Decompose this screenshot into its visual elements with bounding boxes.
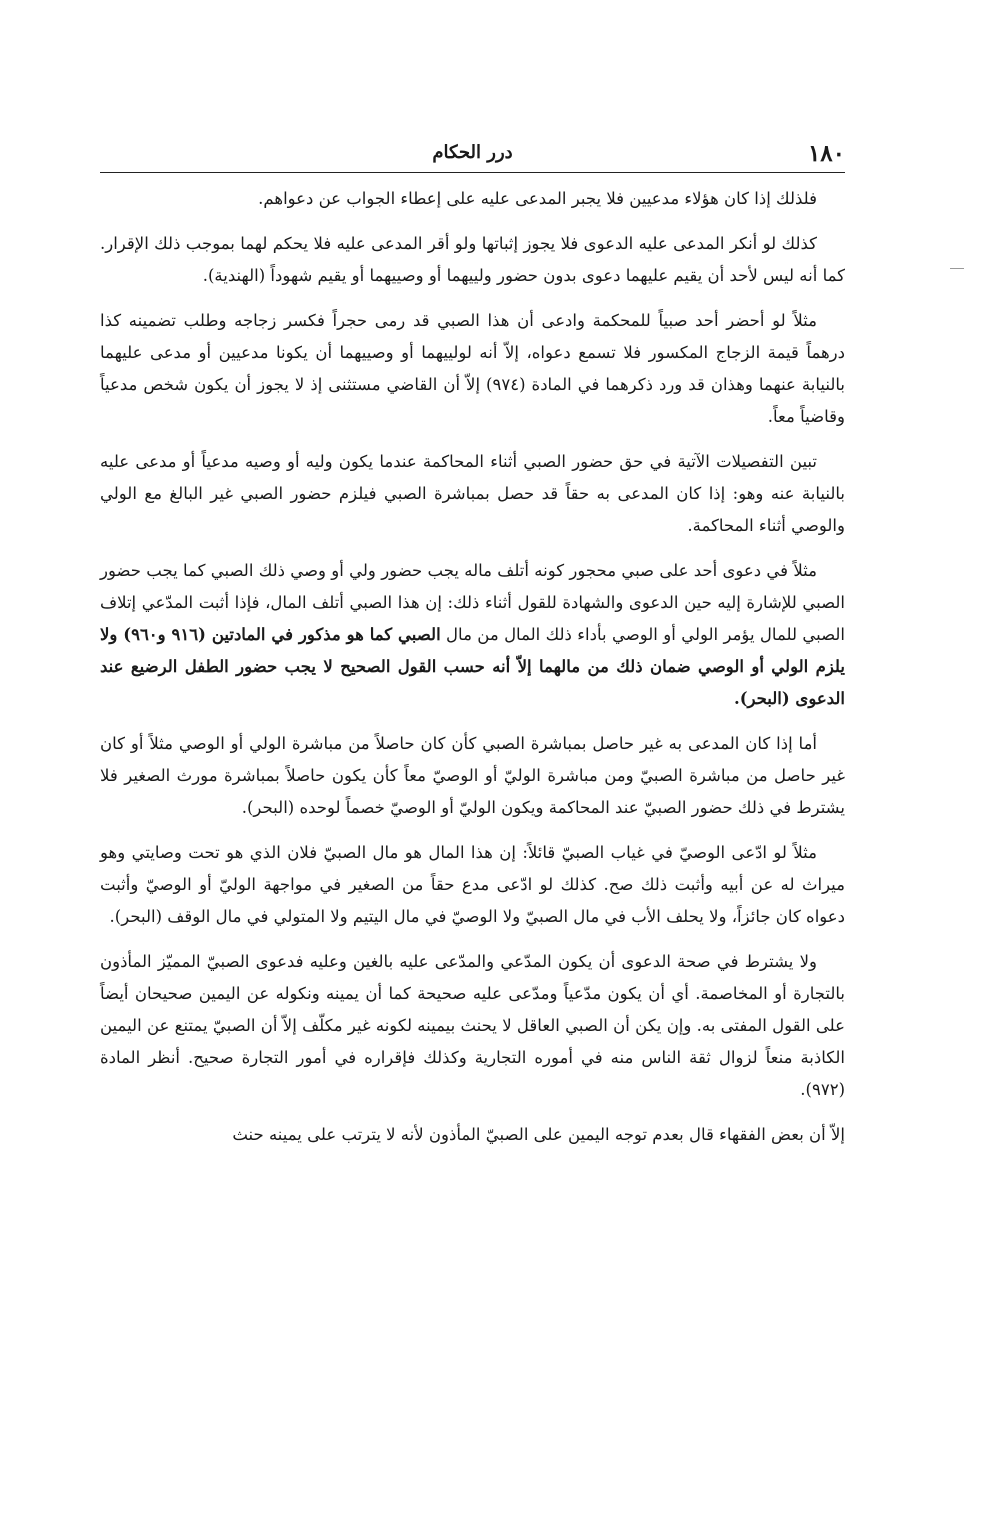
paragraph-5-bold-text: الصبي كما هو مذكور في المادتين (٩١٦ و٩٦٠) ولا يلزم الولي أو الوصي ضمان ذلك من مالهما إلاّ أنه حسب القول الصحيح لا يجب حضور الطفل الرضيع عند الدعوى (البحر). — [100, 625, 845, 708]
page-header — [100, 138, 845, 173]
paragraph-3: مثلاً لو أحضر أحد صبياً للمحكمة وادعى أن هذا الصبي قد رمى حجراً فكسر زجاجه وطلب تضمينه كذا درهماً قيمة الزجاج المكسور فلا تسمع دعواه، إلاّ أنه لولييهما أو وصييهما أن يكونا مدعيين أو مدعى عليهما بالنيابة عنهما وهذان قد ورد ذكرهما في المادة (٩٧٤) إلاّ أن القاضي مستثنى إذ لا يجوز أن يكون شخص مدعياً وقاضياً معاً. — [100, 311, 845, 426]
page-number: ١٨٠ — [807, 140, 845, 167]
paragraph-4: تبين التفصيلات الآتية في حق حضور الصبي أثناء المحاكمة عندما يكون وليه أو وصيه مدعياً أو مدعى عليه بالنيابة عنه وهو: إذا كان المدعى به حقاً قد حصل بمباشرة الصبي فيلزم حضور الصبي غير البالغ مع الولي والوصي أثناء المحاكمة. — [100, 452, 845, 535]
running-title: درر الحكام — [432, 142, 513, 163]
paragraph-5 — [100, 555, 845, 715]
paragraph-5-text: مثلاً في دعوى أحد على صبي محجور كونه أتلف ماله يجب حضور ولي أو وصي ذلك الصبي كما يجب حضور الصبي للإشارة إليه حين الدعوى والشهادة للقول أثناء ذلك: إن هذا الصبي أتلف المال، فإذا أثبت المدّعي إتلاف الصبي للمال يؤمر الولي أو الوصي بأداء ذلك المال من مال — [100, 561, 846, 644]
paragraph-7: مثلاً لو ادّعى الوصيّ في غياب الصبيّ قائلاً: إن هذا المال هو مال الصبيّ فلان الذي هو تحت وصايتي وهو ميراث له عن أبيه وأثبت ذلك صح. كذلك لو ادّعى مدع حقاً من الصغير في مواجهة الوليّ أو الوصيّ وأثبت دعواه كان جائزاً، ولا يحلف الأب في مال الصبيّ ولا الوصيّ في مال اليتيم ولا المتولي في مال الوقف (البحر). — [100, 843, 845, 926]
document-page — [100, 138, 845, 1164]
paragraph-1: فلذلك إذا كان هؤلاء مدعيين فلا يجبر المدعى عليه على إعطاء الجواب عن دعواهم. — [258, 189, 817, 208]
margin-mark — [950, 268, 964, 269]
paragraph-8: ولا يشترط في صحة الدعوى أن يكون المدّعي والمدّعى عليه بالغين وعليه فدعوى الصبيّ المميّز المأذون بالتجارة أو المخاصمة. أي أن يكون مدّعياً ومدّعى عليه صحيحة كما أن يمينه ونكوله عن اليمين صحيحان أيضاً على القول المفتى به. وإن يكن أن الصبي العاقل لا يحنث بيمينه لكونه غير مكلّف إلاّ أن الصبيّ يمتنع عن اليمين الكاذبة منعاً لزوال ثقة الناس منه في أموره التجارية وكذلك فإقراره في أمور التجارة صحيح. أنظر المادة (٩٧٢). — [100, 952, 845, 1099]
paragraph-9: إلاّ أن بعض الفقهاء قال بعدم توجه اليمين على الصبيّ المأذون لأنه لا يترتب على يمينه حنث — [232, 1125, 845, 1144]
paragraph-6: أما إذا كان المدعى به غير حاصل بمباشرة الصبي كأن كان حاصلاً من مباشرة الولي أو الوصي مثلاً أو كان غير حاصل من مباشرة الصبيّ ومن مباشرة الوليّ أو الوصيّ معاً كأن يكون حاصلاً بمباشرة مورث الصغير فلا يشترط في ذلك حضور الصبيّ عند المحاكمة ويكون الوليّ أو الوصيّ خصماً لوحده (البحر). — [100, 734, 845, 817]
body-text — [100, 183, 845, 1151]
paragraph-2: كذلك لو أنكر المدعى عليه الدعوى فلا يجوز إثباتها ولو أقر المدعى عليه فلا يحكم لهما بموجب ذلك الإقرار. كما أنه ليس لأحد أن يقيم عليهما دعوى بدون حضور ولييهما أو وصييهما أو يقيم شهوداً (الهندية). — [100, 234, 845, 285]
